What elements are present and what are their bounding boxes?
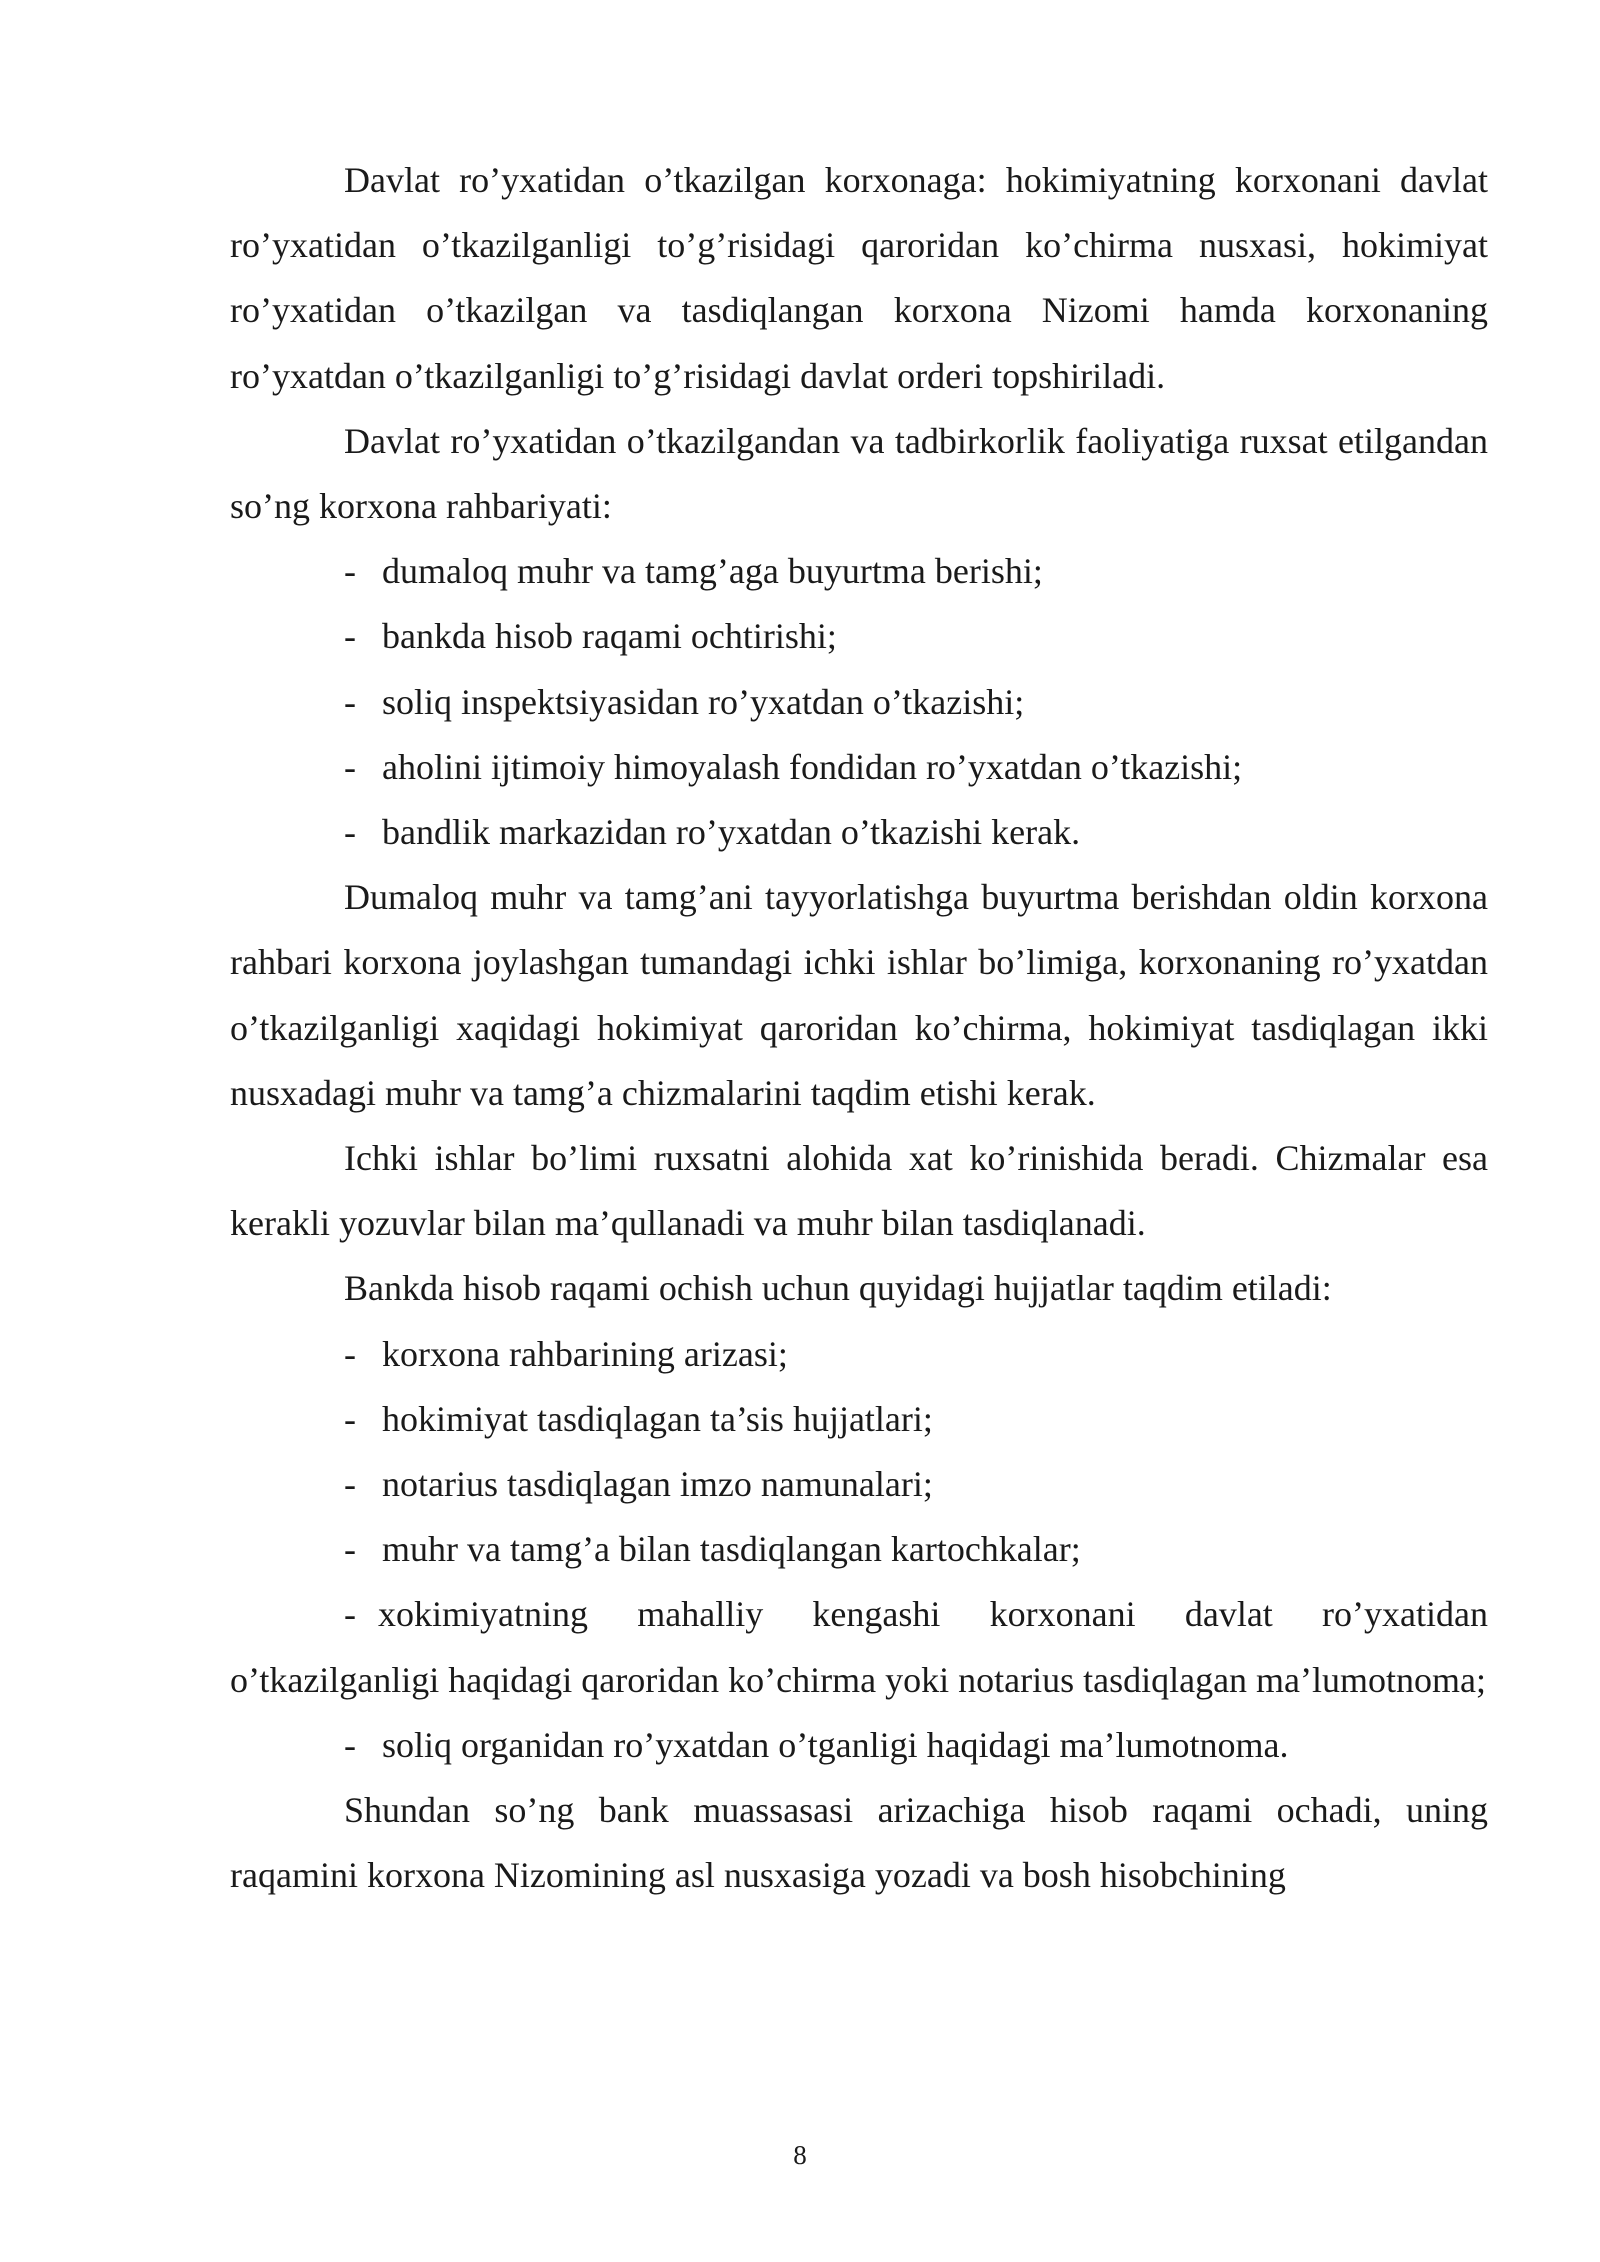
- list-item: [230, 670, 1488, 735]
- paragraph: Bankda hisob raqami ochish uchun quyidagi hujjatlar taqdim etiladi:: [344, 1268, 1332, 1309]
- list-item: [230, 735, 1488, 800]
- list-item: [230, 1582, 1488, 1712]
- page-number: 8: [793, 2140, 807, 2170]
- list-bullet: -: [344, 551, 356, 592]
- paragraph: Davlat ro’yxatidan o’tkazilgan korxonaga: hokimiyatning korxonani davlat ro’yxatidan o’tkazilganligi to’g’risidagi qaroridan ko’chirma nusxasi, hokimiyat ro’yxatidan o’tkazilgan va tasdiqlangan korxona Nizomi hamda korxonaning ro’yxatdan o’tkazilganligi to’g’risidagi davlat orderi topshiriladi.: [230, 160, 1488, 396]
- list-item-text: muhr va tamg’a bilan tasdiqlangan kartochkalar;: [382, 1529, 1081, 1570]
- list-item-text: bankda hisob raqami ochtirishi;: [382, 616, 837, 657]
- paragraph: Ichki ishlar bo’limi ruxsatni alohida xat ko’rinishida beradi. Chizmalar esa kerakli yozuvlar bilan ma’qullanadi va muhr bilan tasdiqlanadi.: [230, 1138, 1488, 1244]
- list-item-text: dumaloq muhr va tamg’aga buyurtma berishi;: [382, 551, 1043, 592]
- list-bullet: -: [344, 812, 356, 853]
- list-bullet: -: [344, 1398, 356, 1439]
- list-item: [230, 539, 1488, 604]
- list-item-text: aholini ijtimoiy himoyalash fondidan ro’yxatdan o’tkazishi;: [382, 746, 1243, 787]
- document-page: [230, 148, 1488, 1908]
- list-item-text: soliq organidan ro’yxatdan o’tganligi haqidagi ma’lumotnoma.: [382, 1724, 1289, 1765]
- list-item-text: bandlik markazidan ro’yxatdan o’tkazishi kerak.: [382, 812, 1081, 853]
- list-bullet: -: [344, 1333, 356, 1374]
- list-item: [230, 800, 1488, 865]
- list-item: [230, 1322, 1488, 1387]
- list-item: [230, 1452, 1488, 1517]
- list-item-text: notarius tasdiqlagan imzo namunalari;: [382, 1464, 933, 1505]
- list-bullet: -: [344, 1529, 356, 1570]
- list-item-text: xokimiyatning mahalliy kengashi korxonani davlat ro’yxatidan o’tkazilganligi haqidagi qaroridan ko’chirma yoki notarius tasdiqlagan ma’lumotnoma;: [230, 1594, 1488, 1700]
- list-item-text: hokimiyat tasdiqlagan ta’sis hujjatlari;: [382, 1398, 933, 1439]
- list-item-text: soliq inspektsiyasidan ro’yxatdan o’tkazishi;: [382, 681, 1025, 722]
- paragraph: Shundan so’ng bank muassasasi arizachiga hisob raqami ochadi, uning raqamini korxona Nizomining asl nusxasiga yozadi va bosh hisobchining: [230, 1790, 1488, 1896]
- list-bullet: -: [344, 1594, 356, 1635]
- list-item-text: korxona rahbarining arizasi;: [382, 1333, 788, 1374]
- list-bullet: -: [344, 681, 356, 722]
- list-item: [230, 604, 1488, 669]
- list-bullet: -: [344, 1724, 356, 1765]
- list-bullet: -: [344, 746, 356, 787]
- paragraph: Dumaloq muhr va tamg’ani tayyorlatishga buyurtma berishdan oldin korxona rahbari korxona joylashgan tumandagi ichki ishlar bo’limiga, korxonaning ro’yxatdan o’tkazilganligi xaqidagi hokimiyat qaroridan ko’chirma, hokimiyat tasdiqlagan ikki nusxadagi muhr va tamg’a chizmalarini taqdim etishi kerak.: [230, 877, 1488, 1113]
- list-bullet: -: [344, 616, 356, 657]
- list-item: [230, 1517, 1488, 1582]
- paragraph: Davlat ro’yxatidan o’tkazilgandan va tadbirkorlik faoliyatiga ruxsat etilgandan so’ng korxona rahbariyati:: [230, 420, 1488, 527]
- list-item: [230, 1387, 1488, 1452]
- list-item: [230, 1713, 1488, 1778]
- list-bullet: -: [344, 1464, 356, 1505]
